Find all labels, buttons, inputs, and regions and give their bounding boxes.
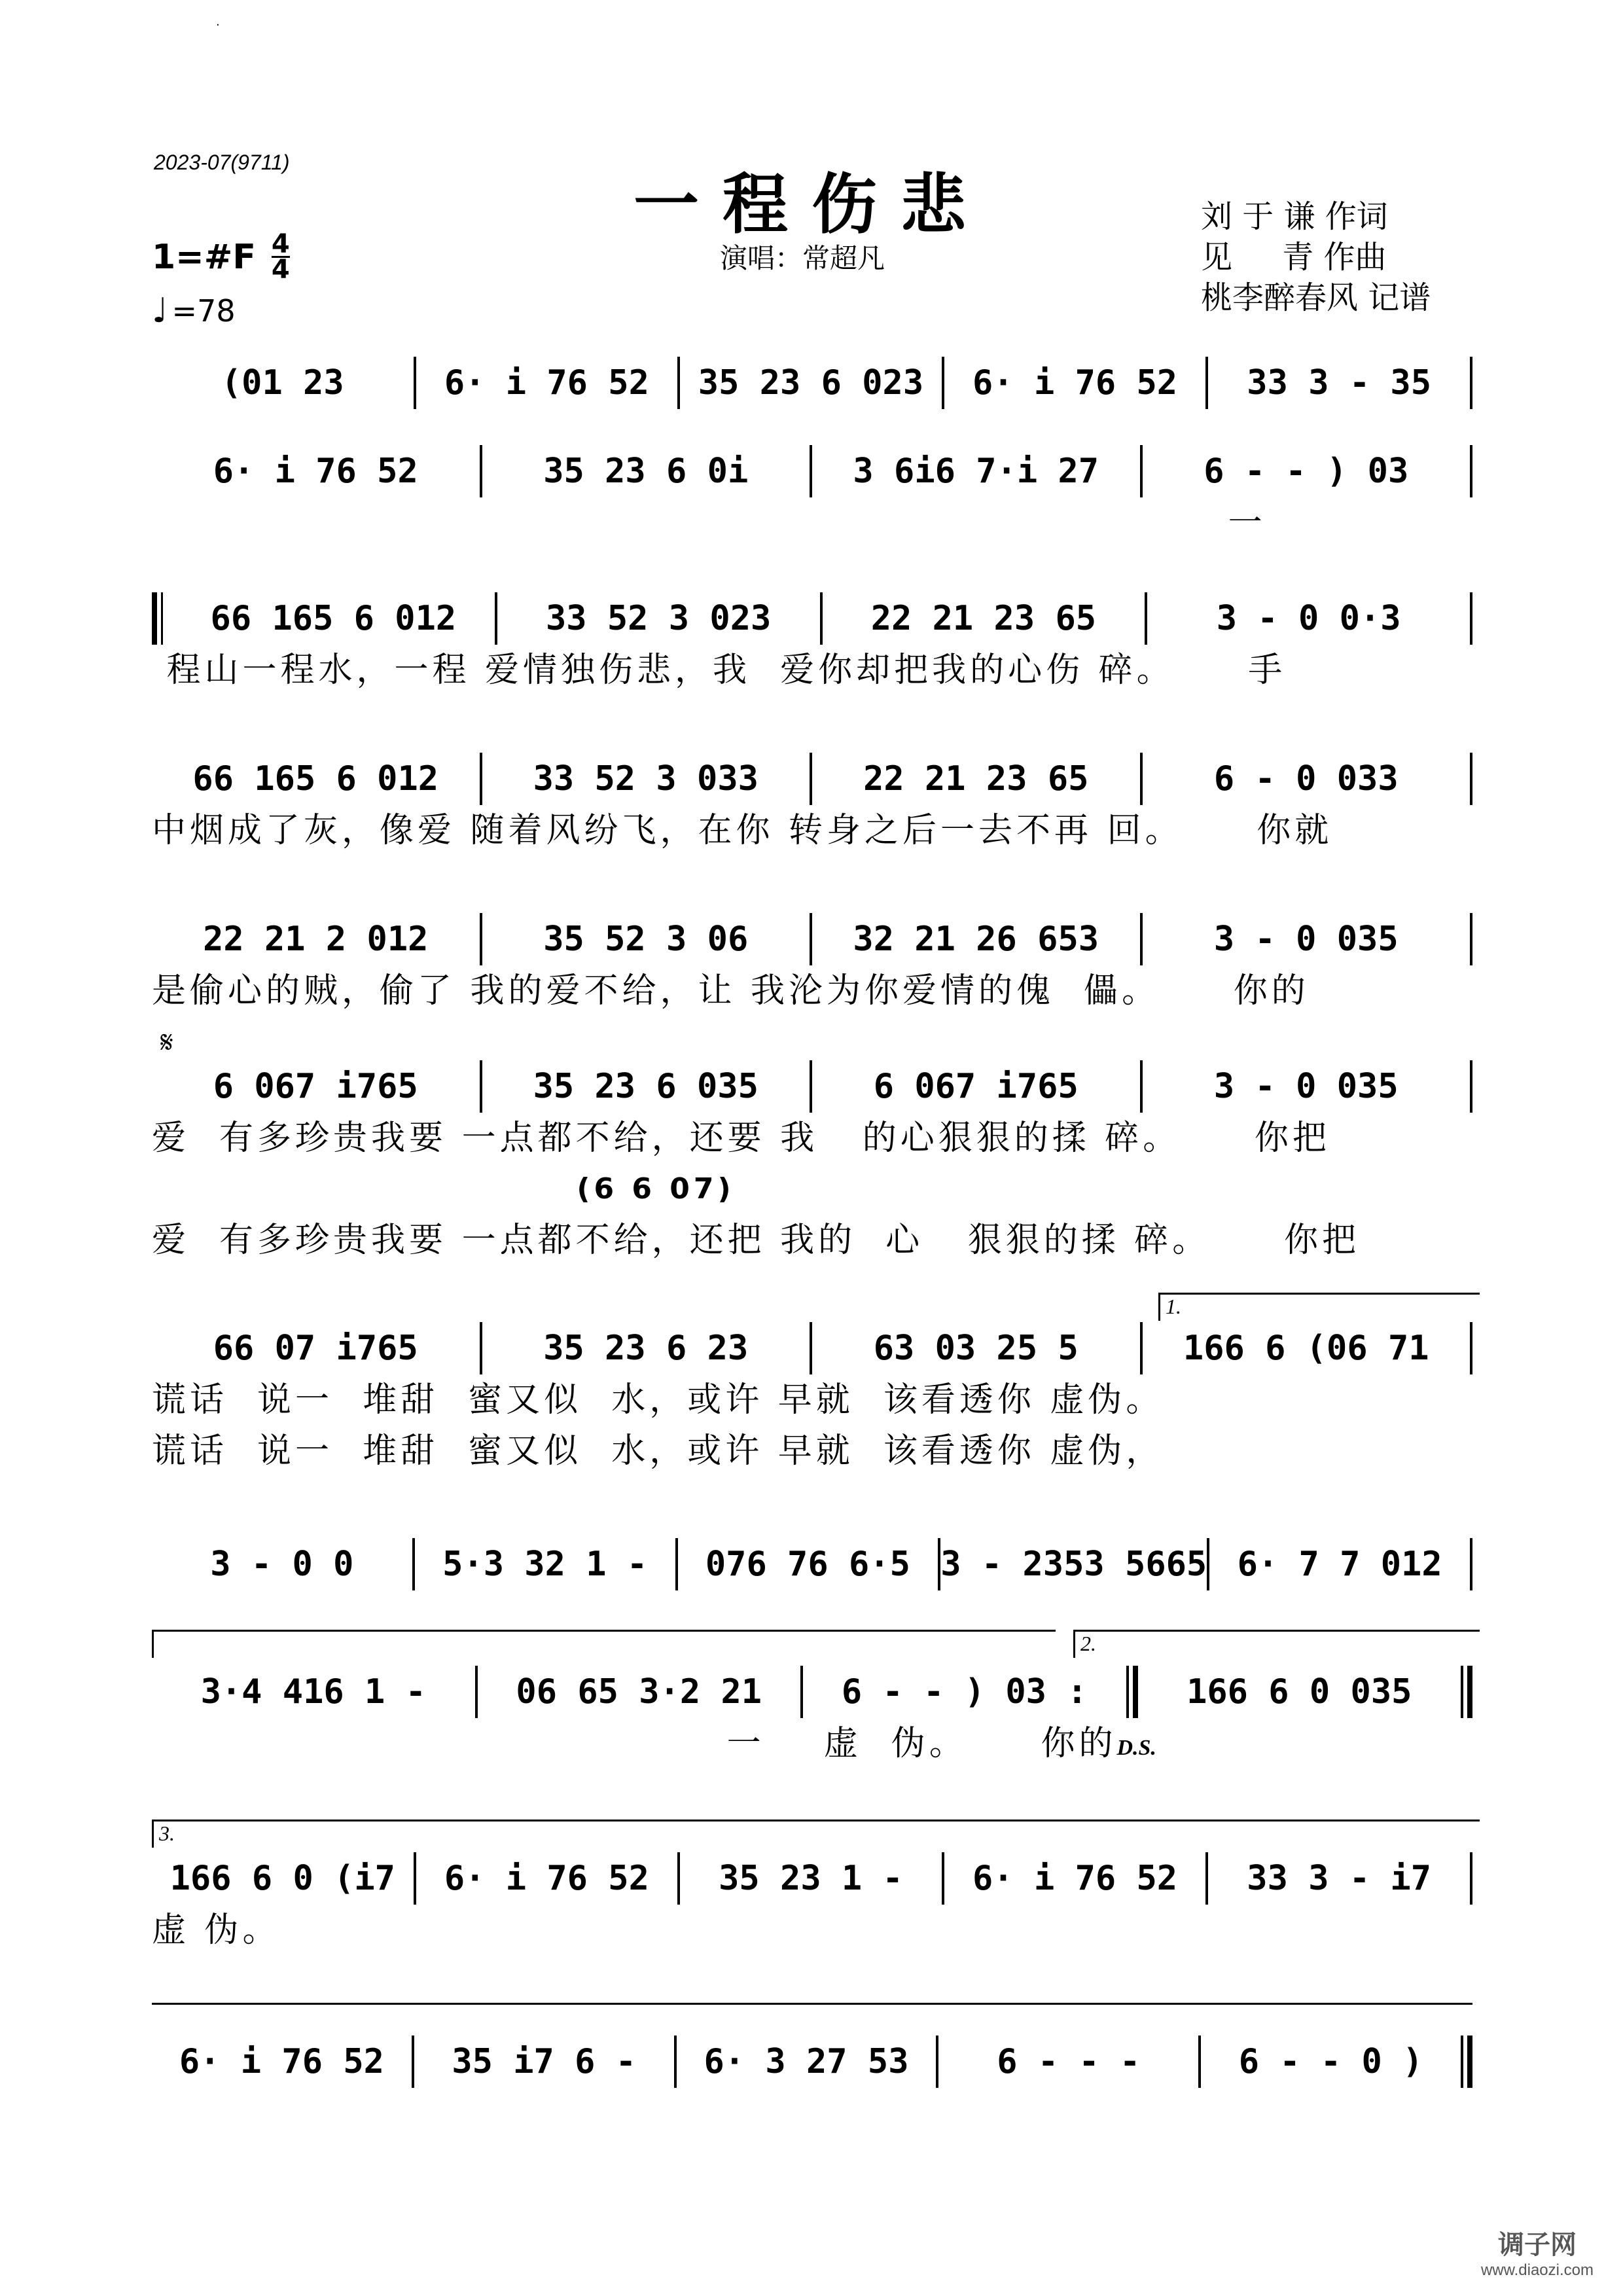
- measure: 6 067 i765: [213, 1067, 418, 1106]
- measure: 6· i 76 52: [444, 363, 649, 403]
- score-system-1: [152, 357, 1472, 409]
- measure: 66 165 6 012: [210, 599, 457, 638]
- key-label: 1=#F: [152, 237, 256, 277]
- notes-row: [152, 445, 1472, 497]
- alternate-notes: (6 6 07): [577, 1172, 735, 1206]
- measure: 5·3 32 1 -: [442, 1545, 648, 1584]
- volta-2-bracket: 2.: [1073, 1630, 1480, 1658]
- measure: 166 6 0 035: [1186, 1672, 1412, 1712]
- notes-row: [152, 1060, 1472, 1113]
- final-barline: [1461, 2036, 1472, 2088]
- measure: 3 - 0 035: [1213, 920, 1399, 959]
- measure: 66 07 i765: [213, 1329, 418, 1368]
- lyric-line: 是偷心的贼，偷了 我的爱不给，让 我沦为你爱情的傀 儡。 你的: [152, 971, 1310, 1011]
- measure: 06 65 3·2 21: [516, 1672, 762, 1712]
- notes-row: [152, 1322, 1472, 1374]
- measure: 35 23 1 -: [719, 1859, 903, 1898]
- time-signature: [271, 229, 290, 285]
- notes-row: [152, 1852, 1472, 1905]
- double-barline: [1461, 1666, 1472, 1718]
- measure: 35 23 6 23: [543, 1329, 749, 1368]
- song-title: 一程伤悲: [633, 166, 990, 243]
- measure: 33 3 - i7: [1247, 1859, 1432, 1898]
- time-top: 4: [271, 229, 290, 259]
- measure: 3 - 0 0·3: [1216, 599, 1401, 638]
- measure: 6· i 76 52: [179, 2042, 384, 2081]
- measure: 3 - 0 0: [210, 1545, 354, 1584]
- measure: 6· 3 27 53: [704, 2042, 909, 2081]
- lyric-line: 一 虚 伪。 你的: [152, 1724, 1117, 1763]
- score-system-3: [152, 592, 1472, 696]
- notes-row: [152, 357, 1472, 409]
- lyricist-credit: 刘 于 谦 作词: [1201, 198, 1388, 235]
- volta-3-continuation-line: [152, 2003, 1472, 2005]
- barline: [1470, 592, 1472, 645]
- repeat-end-barline: [1126, 1666, 1138, 1718]
- lyric-line: 谎话 说一 堆甜 蜜又似 水，或许 早就 该看透你 虚伪。: [152, 1380, 1164, 1420]
- transcriber-credit: 桃李醉春风 记谱: [1201, 279, 1431, 316]
- barline: [1470, 1852, 1472, 1905]
- measure: 35 23 6 035: [533, 1067, 758, 1106]
- lyric-line: 爱 有多珍贵我要 一点都不给，还要 我 的心狠狠的揉 碎。 你把: [152, 1119, 1330, 1158]
- tempo-marking: [152, 291, 236, 331]
- barline: [1470, 753, 1472, 805]
- tempo-value: =78: [171, 293, 236, 329]
- measure: 6· i 76 52: [972, 363, 1178, 403]
- notes-row: [152, 753, 1472, 805]
- measure: 35 i7 6 -: [452, 2042, 637, 2081]
- barline: [1470, 445, 1472, 497]
- measure: 6· i 76 52: [444, 1859, 649, 1898]
- corner-dot: ·: [216, 18, 220, 32]
- measure: 22 21 23 65: [870, 599, 1097, 638]
- measure: 166 6 0 (i7: [169, 1859, 395, 1898]
- barline: [1470, 1538, 1472, 1590]
- lyric-line: 程山一程水，一程 爱情独伤悲，我 爱你却把我的心伤 碎。 手: [152, 651, 1287, 690]
- singer-credit: 演唱：常超凡: [720, 242, 885, 274]
- measure: 3 - 0 035: [1213, 1067, 1399, 1106]
- score-system-10: [152, 1852, 1472, 1956]
- volta-1-bracket: 1.: [1158, 1293, 1480, 1321]
- measure: 3 - 2353 5665: [940, 1545, 1207, 1584]
- quarter-note-icon: ♩: [152, 291, 168, 331]
- barline: [1470, 357, 1472, 409]
- volta-1-continuation-bracket: [152, 1630, 1056, 1658]
- score-system-2: [152, 445, 1472, 548]
- watermark-url: www.diaozi.com: [1480, 2261, 1594, 2279]
- time-bottom: 4: [271, 255, 290, 285]
- notes-row: [152, 1666, 1472, 1718]
- measure: 6 - - ) 03: [1204, 452, 1409, 491]
- measure: 33 3 - 35: [1247, 363, 1432, 403]
- score-system-11: [152, 2036, 1472, 2088]
- segno-icon: 𝄋: [160, 1024, 173, 1060]
- lyric-row: [152, 1718, 1472, 1769]
- volta-3-bracket: 3.: [152, 1820, 1480, 1848]
- lyric-line: 谎话 说一 堆甜 蜜又似 水，或许 早就 该看透你 虚伪，: [152, 1431, 1164, 1471]
- measure: 63 03 25 5: [873, 1329, 1079, 1368]
- notes-row: [152, 2036, 1472, 2088]
- notes-row: [152, 1538, 1472, 1590]
- measure: 22 21 23 65: [863, 759, 1089, 798]
- measure: 32 21 26 653: [853, 920, 1099, 959]
- lyric-line: 一: [152, 503, 1266, 543]
- lyric-line: 虚 伪。: [152, 1910, 281, 1950]
- credits-block: [1201, 196, 1431, 318]
- measure: 33 52 3 023: [545, 599, 772, 638]
- barline: [1470, 1322, 1472, 1374]
- repeat-start-barline: [152, 592, 163, 645]
- measure: 3·4 416 1 -: [200, 1672, 426, 1712]
- measure: 166 6 (06 71: [1183, 1329, 1429, 1368]
- measure: 35 52 3 06: [543, 920, 749, 959]
- score-system-9: [152, 1666, 1472, 1769]
- score-code: 2023-07(9711): [154, 151, 290, 174]
- site-watermark: [1481, 2224, 1594, 2280]
- watermark-title: 调子网: [1497, 2230, 1577, 2260]
- score-system-6: [152, 1060, 1472, 1266]
- measure: 6 - 0 033: [1213, 759, 1399, 798]
- dal-segno-mark: D.S.: [1116, 1736, 1156, 1760]
- score-system-7: [152, 1322, 1472, 1477]
- measure: 6 - - 0 ): [1238, 2042, 1423, 2081]
- measure: 6 - - ) 03 :: [841, 1672, 1088, 1712]
- measure: 6 - - -: [997, 2042, 1141, 2081]
- measure: 35 23 6 0i: [543, 452, 749, 491]
- measure: 33 52 3 033: [533, 759, 758, 798]
- composer-credit: 见 青 作曲: [1201, 239, 1387, 276]
- measure: 22 21 2 012: [203, 920, 429, 959]
- key-signature: [152, 229, 290, 285]
- notes-row: [152, 592, 1472, 645]
- score-system-4: [152, 753, 1472, 856]
- measure: (01 23: [221, 363, 344, 403]
- score-system-8: [152, 1538, 1472, 1590]
- barline: [1470, 913, 1472, 965]
- measure: 35 23 6 023: [698, 363, 924, 403]
- notes-row: [152, 913, 1472, 965]
- measure: 66 165 6 012: [192, 759, 439, 798]
- measure: 076 76 6·5: [705, 1545, 910, 1584]
- measure: 3 6i6 7·i 27: [853, 452, 1099, 491]
- score-system-5: [152, 913, 1472, 1016]
- lyric-line: 爱 有多珍贵我要 一点都不给，还把 我的 心 狠狠的揉 碎。 你把: [152, 1221, 1360, 1260]
- measure: 6· i 76 52: [972, 1859, 1178, 1898]
- barline: [1470, 1060, 1472, 1113]
- measure: 6· 7 7 012: [1237, 1545, 1442, 1584]
- measure: 6· i 76 52: [213, 452, 418, 491]
- measure: 6 067 i765: [873, 1067, 1079, 1106]
- lyric-line: 中烟成了灰，像爱 随着风纷飞，在你 转身之后一去不再 回。 你就: [152, 811, 1333, 850]
